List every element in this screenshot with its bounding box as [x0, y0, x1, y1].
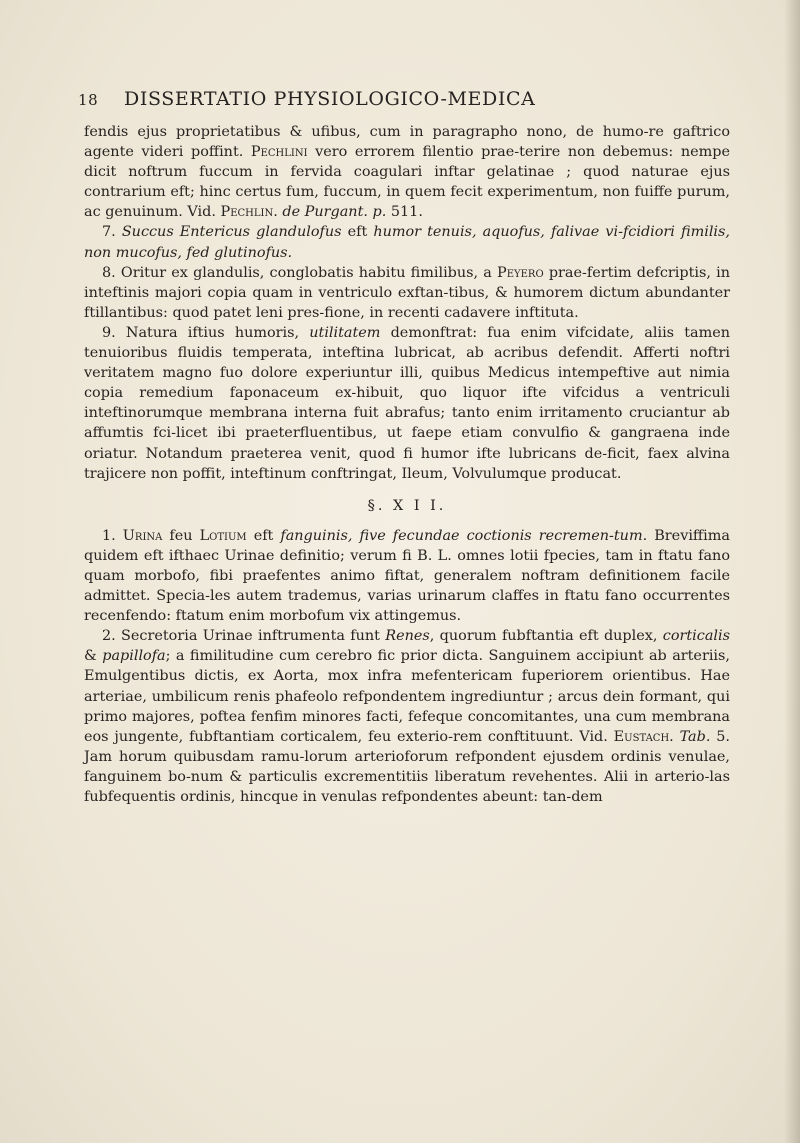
italic-phrase: fanguinis, five fecundae coctionis recremen-tum.: [280, 527, 648, 544]
text-run: fendis ejus proprietatibus & ufibus, cum in paragrapho nono, de humo-re gaftrico agente videri poffint.: [84, 124, 730, 161]
text-run: 8. Oritur ex glandulis, conglobatis habitu fimilibus, a: [102, 264, 498, 281]
text-run: prae-fertim defcriptis, in inteftinis majori copia quam in ventriculo exftan-tibus, & humorem dictum abundanter ftillantibus: quod patet leni pres-fione, in recenti cadavere inftituta.: [84, 264, 730, 321]
text-run: feu: [162, 527, 200, 544]
italic-phrase: de Purgant. p.: [282, 204, 387, 221]
paragraphs-before-section: [84, 122, 730, 484]
small-caps-name: Pechlin.: [220, 204, 278, 221]
paragraph-p-9: [84, 323, 730, 484]
page-edge-shadow: [784, 0, 800, 1143]
text-run: , quorum fubftantia eft duplex,: [429, 628, 663, 645]
italic-phrase: utilitatem: [309, 324, 381, 341]
paragraph-p-2: [84, 626, 730, 807]
italic-phrase: Tab.: [679, 728, 711, 745]
text-run: demonftrat: fua enim vifcidate, aliis tamen tenuioribus fluidis temperata, inteftina lubricat, ab acribus defendit. Afferti noftri veritatem magno fuo dolore experiuntur illi, quibus Medicus intempeftive aut nimia copia remedium faponaceum ex-hibuit, quo liquor ifte vifcidus a ventriculi inteftinorumque membrana interna fuit abrafus; tanto enim irritamento cruciantur ab affumtis fci-licet ibi praeterfluentibus, ut faepe etiam convulfio & gangraena inde oriatur. Notandum praeterea venit, quod fi humor ifte lubricans de-ficit, faex alvina trajicere non poffit, inteftinum conftringat, Ileum, Volvulumque producat.: [84, 324, 730, 482]
text-run: 2. Secretoria Urinae inftrumenta funt: [102, 628, 386, 645]
section-heading: §. X I I.: [367, 497, 447, 514]
text-run: 5. Jam horum quibusdam ramu-lorum arterioforum refpondent ejusdem ordinis venulae, fanguinem bo-num & particulis excrementitiis liberatum revehentes. Alii in arterio-las fubfequentis ordinis, hincque in venulas refpondentes abeunt: tan-dem: [84, 728, 730, 805]
text-run: 511.: [386, 204, 423, 221]
running-head: [78, 88, 730, 110]
text-run: &: [84, 648, 103, 665]
text-run: 7.: [102, 224, 122, 241]
running-title: DISSERTATIO PHYSIOLOGICO-MEDICA: [124, 88, 536, 110]
small-caps-name: Peyero: [497, 264, 544, 281]
text-run: 1.: [102, 527, 123, 544]
text-run: 9. Natura iftius humoris,: [102, 324, 310, 341]
text-run: ; a fimilitudine cum cerebro fic prior dicta. Sanguinem accipiunt ab arteriis, Emulgentibus dictis, ex Aorta, mox infra mefentericam fuperiorem orientibus. Hae arteriae, umbilicum renis phafeolo refpondentem ingrediuntur ; arcus dein formant, qui primo majores, poftea fenfim minores facti, fefeque concomitantes, una cum membrana eos jungente, fubftantiam corticalem, feu exterio-rem conftituunt. Vid.: [84, 648, 730, 745]
text-run: Breviffima quidem eft ifthaec Urinae definitio; verum fi B. L. omnes lotii fpecies, tam in ftatu fano quam morbofo, fibi praefentes animo fiftat, generalem noftram definitionem facile admittet. Specia-les autem trademus, varias urinarum claffes in ftatu fano occurrentes recenfendo: ftatum enim morbofum vix attingemus.: [84, 527, 730, 625]
italic-phrase: humor tenuis, aquofus, falivae vi-fcidiori fimilis, non mucofus, fed glutinofus.: [84, 224, 730, 261]
paragraph-p-1: [84, 526, 730, 626]
body-text: [84, 122, 730, 807]
page-number: 18: [78, 91, 99, 109]
text-run: vero errorem filentio prae-terire non debemus: nempe dicit noftrum fuccum in fervida coagulari inftar gelatinae ; quod naturae ejus contrarium eft; hinc certus fum, fuccum, in quem fecit experimentum, non fuiffe purum, ac genuinum. Vid.: [84, 144, 730, 221]
text-run: eft: [341, 224, 374, 241]
paragraphs-after-section: [84, 526, 730, 807]
paragraph-p-8: [84, 263, 730, 323]
text-run: eft: [246, 527, 281, 544]
small-caps-name: Pechlini: [250, 144, 308, 161]
small-caps-name: Urina: [122, 527, 163, 544]
italic-phrase: Succus Entericus glandulofus: [121, 224, 342, 241]
small-caps-name: Eustach.: [613, 728, 674, 745]
paragraph-p-7: [84, 222, 730, 262]
italic-phrase: Renes: [385, 628, 430, 645]
paragraph-p-cont: [84, 122, 730, 222]
italic-phrase: corticalis: [662, 628, 730, 645]
small-caps-name: Lotium: [199, 527, 247, 544]
italic-phrase: papillofa: [102, 648, 166, 665]
